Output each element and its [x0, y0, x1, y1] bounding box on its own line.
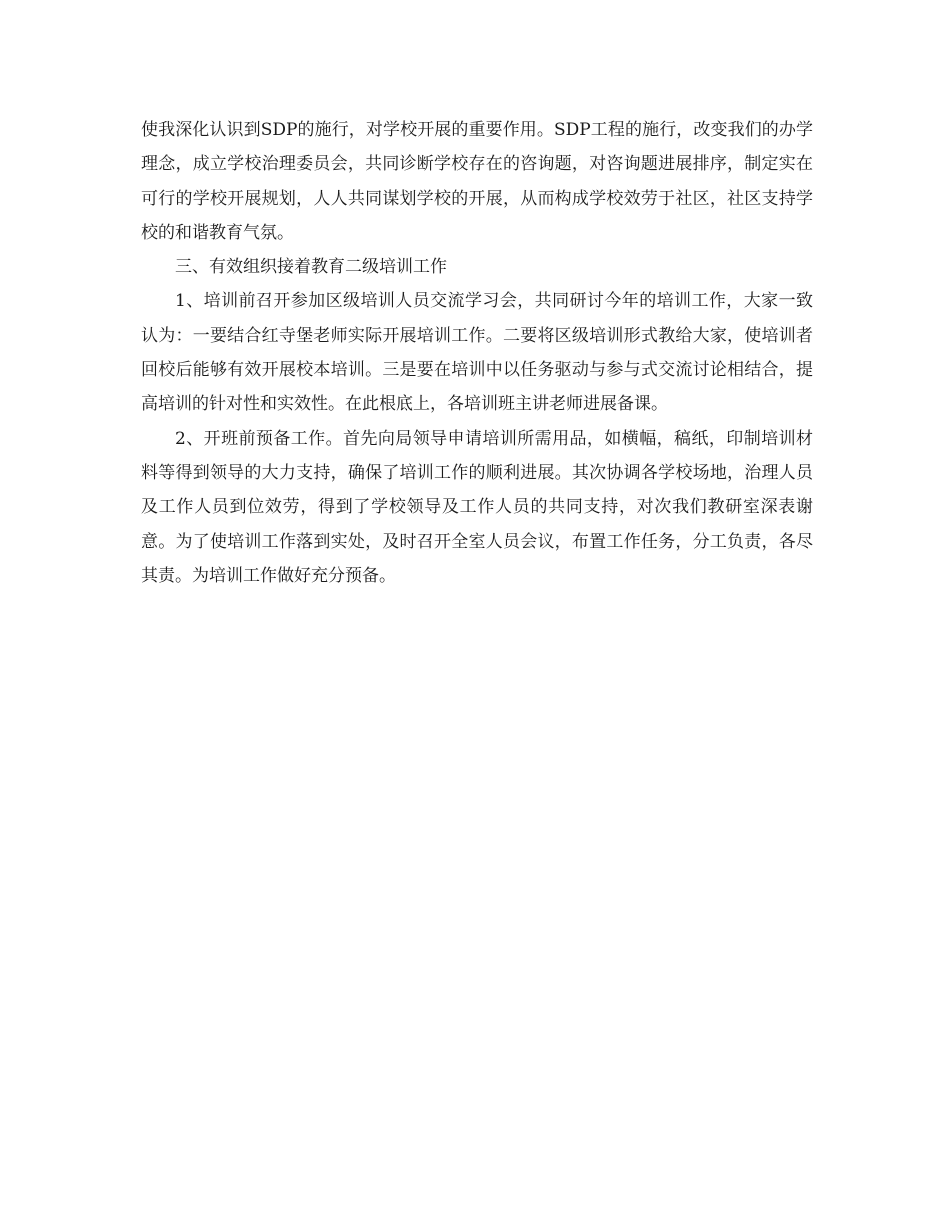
paragraph-item-2: 2、开班前预备工作。首先向局领导申请培训所需用品，如横幅，稿纸，印制培训材料等得到领导的大力支持，确保了培训工作的顺利进展。其次协调各学校场地，治理人员及工作人员到位效劳，得到了学校领导及工作人员的共同支持，对次我们教研室深表谢意。为了使培训工作落到实处，及时召开全室人员会议，布置工作任务，分工负责，各尽其责。为培训工作做好充分预备。 — [141, 428, 813, 586]
document-body — [141, 113, 813, 593]
section-heading: 三、有效组织接着教育二级培训工作 — [175, 257, 447, 278]
paragraph-item-1: 1、培训前召开参加区级培训人员交流学习会，共同研讨今年的培训工作，大家一致认为：一要结合红寺堡老师实际开展培训工作。二要将区级培训形式教给大家，使培训者回校后能够有效开展校本培训。三是要在培训中以任务驱动与参与式交流讨论相结合，提高培训的针对性和实效性。在此根底上，各培训班主讲老师进展备课。 — [141, 291, 813, 415]
paragraph-continuation: 使我深化认识到SDP的施行，对学校开展的重要作用。SDP工程的施行，改变我们的办学理念，成立学校治理委员会，共同诊断学校存在的咨询题，对咨询题进展排序，制定实在可行的学校开展规划，人人共同谋划学校的开展，从而构成学校效劳于社区，社区支持学校的和谐教育气氛。 — [141, 120, 813, 243]
